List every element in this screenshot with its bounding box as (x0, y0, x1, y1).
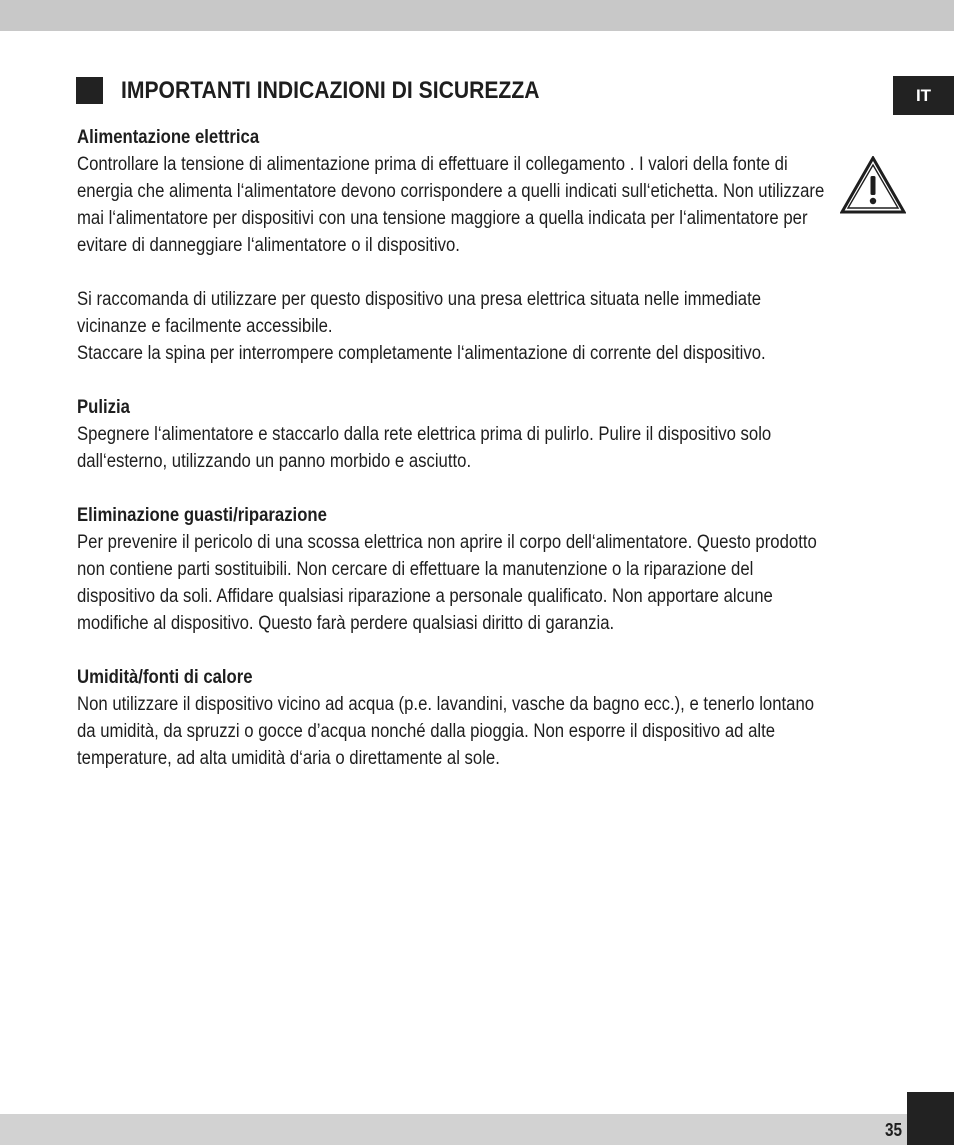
page-tab (907, 1092, 954, 1145)
section-humidity-heat (77, 664, 834, 772)
section-heading: Alimentazione elettrica (77, 127, 260, 148)
section-heading: Umidità/fonti di calore (77, 667, 253, 688)
section-heading: Eliminazione guasti/riparazione (77, 505, 327, 526)
language-tab (893, 76, 954, 115)
section-heading: Pulizia (77, 397, 130, 418)
bottom-bar (0, 1114, 954, 1145)
section-power-outlet (77, 286, 834, 367)
content-body (77, 124, 834, 799)
section-paragraph: Non utilizzare il dispositivo vicino ad acqua (p.e. lavandini, vasche da bagno ecc.), e tenerlo lontano da umidità, da spruzzi o gocce d’acqua nonché dalla pioggia. Non esporre il dispositivo ad alte temperature, ad alta umidità d‘aria o direttamente al sole. (77, 694, 815, 769)
section-paragraph: Per prevenire il pericolo di una scossa elettrica non aprire il corpo dell‘alimentatore. Questo prodotto non contiene parti sostituibili. Non cercare di effettuare la manutenzione o la riparazione del dispositivo da soli. Affidare qualsiasi riparazione a personale qualificato. Non apportare alcune modifiche al dispositivo. Questo farà perdere qualsiasi diritto di garanzia. (77, 532, 817, 634)
page-title: IMPORTANTI INDICAZIONI DI SICUREZZA (121, 77, 540, 104)
square-marker-icon (76, 77, 103, 104)
language-tab-label: IT (915, 86, 932, 105)
section-paragraph: Staccare la spina per interrompere completamente l‘alimentazione di corrente del dispositivo. (77, 343, 766, 364)
section-repair (77, 502, 834, 637)
top-bar (0, 0, 954, 31)
section-paragraph: Si raccomanda di utilizzare per questo dispositivo una presa elettrica situata nelle immediate vicinanze e facilmente accessibile. (77, 289, 762, 337)
section-power-supply (77, 124, 834, 259)
warning-triangle-icon (840, 156, 906, 214)
section-paragraph: Controllare la tensione di alimentazione prima di effettuare il collegamento . I valori della fonte di energia che alimenta l‘alimentatore devono corrispondere a quelli indicati sull‘etichetta. Non utilizzare mai l‘alimentatore per dispositivi con una tensione maggiore a quella indicata per l‘alimentatore per evitare di danneggiare l‘alimentatore o il dispositivo. (77, 154, 825, 256)
section-cleaning (77, 394, 834, 475)
page-number: 35 (884, 1120, 902, 1140)
section-paragraph: Spegnere l‘alimentatore e staccarlo dalla rete elettrica prima di pulirlo. Pulire il dispositivo solo dall‘esterno, utilizzando un panno morbido e asciutto. (77, 424, 772, 472)
